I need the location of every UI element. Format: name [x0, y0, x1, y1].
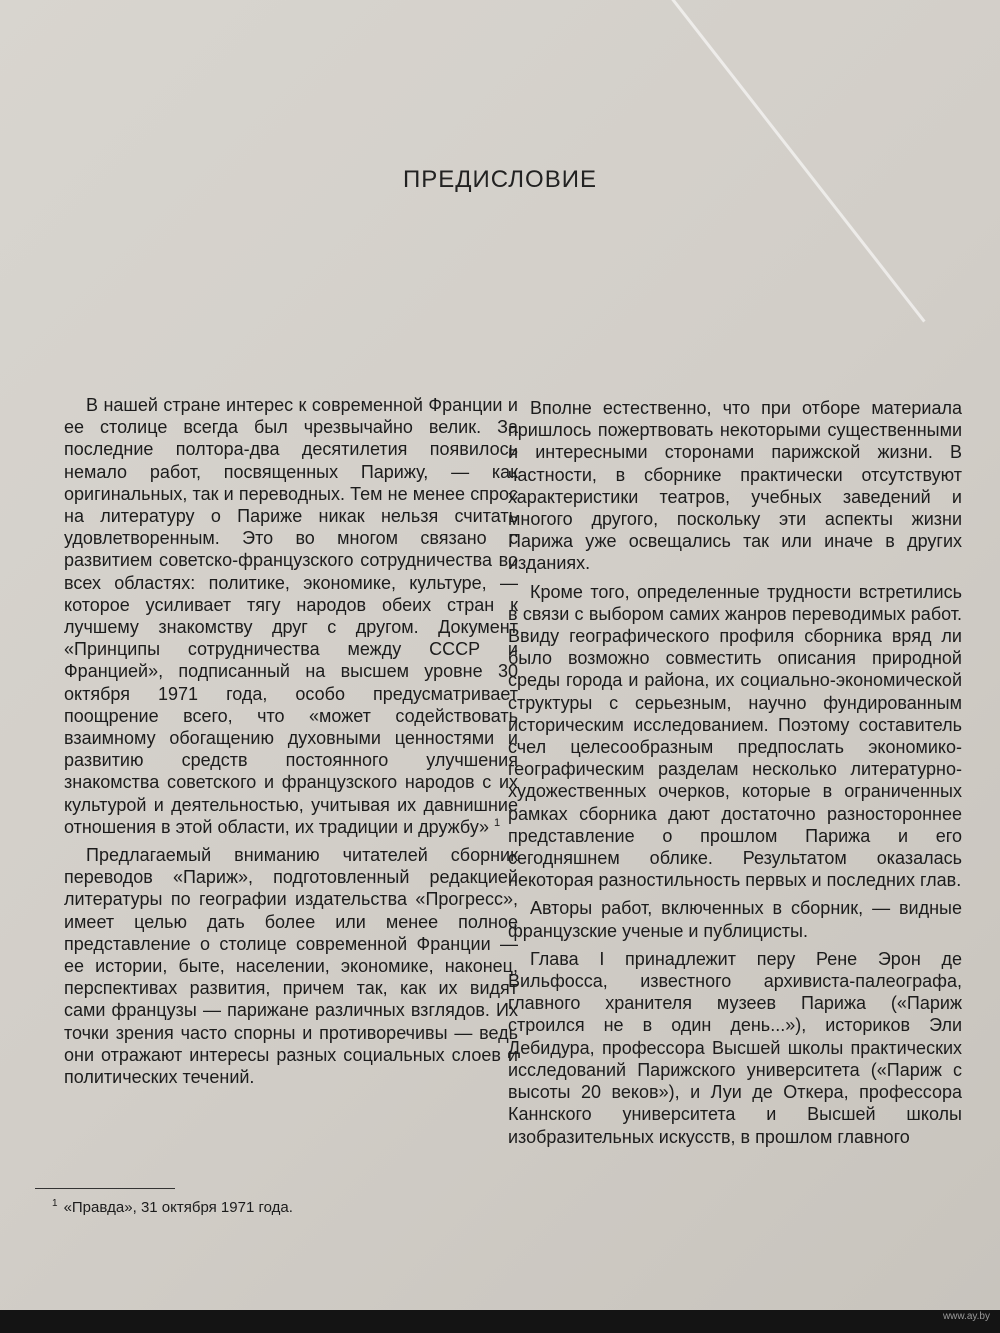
paragraph: Кроме того, определенные трудности встретились в связи с выбором самих жанров переводимых работ. Ввиду географического профиля сборника вряд ли было возможно совместить описания природной среды города и района, их социально-экономической структуры с серьезным, научно фундированным историческим исследованием. Поэтому составитель счел целесообразным предпослать экономико-географическим разделам несколько литературно-художественных очерков, которые в ограниченных рамках сборника дают достаточно разностороннее представление о прошлом Парижа и его сегодняшнем облике. Результатом оказалась некоторая разностильность первых и последних глав.	[508, 581, 962, 891]
page-fold-crease	[640, 0, 926, 322]
watermark: www.ay.by	[942, 1311, 990, 1322]
paragraph: Вполне естественно, что при отборе материала пришлось пожертвовать некоторыми существенными и интересными сторонами парижской жизни. В частности, в сборнике практически отсутствуют характеристики театров, учебных заведений и многого другого, поскольку эти аспекты жизни Парижа уже освещались так или иначе в других изданиях.	[508, 398, 962, 574]
paragraph-text: В нашей стране интерес к современной Франции и ее столице всегда был чрезвычайно велик. За последние полтора-два десятилетия появилось немало работ, посвященных Парижу, — как оригинальных, так и переводных. Тем не менее спрос на литературу о Париже никак нельзя считать удовлетворенным. Это во многом связано с развитием советско-французского сотрудничества во всех областях: политике, экономике, культуре, — которое усиливает тягу народов обеих стран к лучшему знакомству друг с другом. Документ «Принципы сотрудничества между СССР и Францией», подписанный на высшем уровне 30 октября 1971 года, особо предусматривает поощрение всего, что «может содействовать взаимному обогащению духовными ценностями и развитию средств постоянного улучшения знакомства советского и французского народов с их культурой и деятельностью, учитывая их давнишние отношения в этой области, их традиции и дружбу»	[64, 395, 518, 837]
right-column	[508, 397, 962, 1154]
paragraph	[64, 394, 518, 838]
paragraph: Авторы работ, включенных в сборник, — видные французские ученые и публицисты.	[508, 898, 962, 941]
bottom-dark-strip	[0, 1310, 1000, 1333]
footnote	[52, 1198, 293, 1216]
left-column	[64, 394, 518, 1094]
footnote-divider	[35, 1188, 175, 1189]
paragraph: Глава I принадлежит перу Рене Эрон де Вильфосса, известного архивиста-палеографа, главного хранителя музеев Парижа («Париж строился не в один день...»), историков Эли Дебидура, профессора Высшей школы практических исследований Парижского университета («Париж с высоты 20 веков»), и Луи де Откера, профессора Каннского университета и Высшей школы изобразительных искусств, в прошлом главного	[508, 948, 962, 1147]
footnote-mark: 1	[52, 1198, 58, 1209]
paragraph: Предлагаемый вниманию читателей сборник переводов «Париж», подготовленный редакцией литературы по географии издательства «Прогресс», имеет целью дать более или менее полное представление о столице современной Франции — ее истории, быте, населении, экономике, наконец, перспективах развития, причем так, как их видят сами французы — парижане различных взглядов. Их точки зрения часто спорны и противоречивы — ведь они отражают интересы разных социальных слоев и политических течений.	[64, 845, 518, 1088]
footnote-text: «Правда», 31 октября 1971 года.	[63, 1199, 293, 1216]
page-title: ПРЕДИСЛОВИЕ	[403, 166, 597, 193]
footnote-reference: 1	[494, 816, 501, 829]
